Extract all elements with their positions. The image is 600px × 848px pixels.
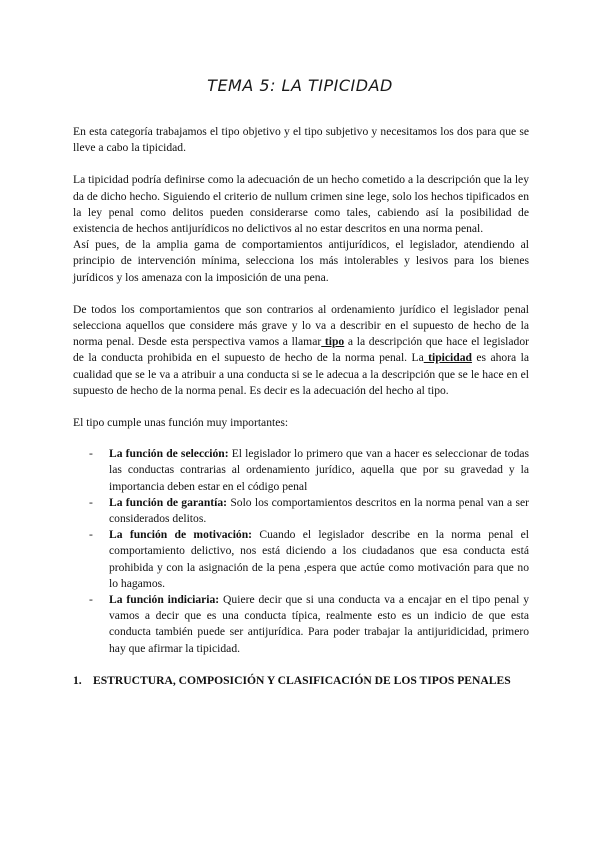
term-tipo: tipo [321,335,345,349]
function-term: La función de garantía: [109,495,228,509]
function-term: La función de motivación: [109,528,253,542]
section-number: 1. [73,673,82,687]
functions-list [73,446,529,657]
page-title: TEMA 5: LA TIPICIDAD [207,76,393,95]
list-dash: - [89,447,93,461]
intro-paragraph: En esta categoría trabajamos el tipo objetivo y el tipo subjetivo y necesitamos los dos para que se lleve a cabo la tipicidad. [73,125,529,155]
list-item [73,495,529,527]
list-dash: - [89,593,93,607]
definition-paragraph: La tipicidad podría definirse como la adecuación de un hecho cometido a la descripción que la ley da de dicho hecho. Siguiendo el criterio de nullum crimen sine lege, solo los hechos tipificados en la ley penal como delitos pueden considerarse como tales, cabiendo así la posibilidad de existencia de hechos antijurídicos no delictivos al no estar descritos en una norma penal. [73,173,529,236]
function-text: Solo los comportamientos descritos en la norma penal van a ser considerados delitos. [109,495,529,526]
tipo-paragraph [73,302,529,399]
list-item [73,527,529,592]
function-term: La función de selección: [109,447,229,461]
function-text: El legislador lo primero que van a hacer es seleccionar de todas las conductas contrarias al ordenamiento jurídico, aquella que por su gravedad y la importancia deben estar en el código penal [109,447,529,493]
tipo-text-1: De todos los comportamientos que son contrarios al ordenamiento jurídico el legislador penal selecciona aquellos que considere más grave y lo va a describir en el supuesto de hecho de la norma penal. Desde esta perspectiva vamos a llamar [73,302,529,349]
function-term: La función indiciaria: [109,593,220,607]
function-text: Cuando el legislador describe en la norma penal el comportamiento delictivo, nos está diciendo a los ciudadanos que esa conducta está prohibida y con la asignación de la pena ,espera que actúe como motivación para que no lo hagamos. [109,528,529,590]
document-body [73,124,529,689]
list-dash: - [89,528,93,542]
function-text: Quiere decir que si una conducta va a encajar en el tipo penal y vamos a decir que es una conducta típica, realmente esto es un indicio de que esta conducta también puede ser antijurídica. Para poder trabajar la antijuridicidad, primero hay que afirmar la tipicidad. [109,593,529,655]
functions-intro: El tipo cumple unas función muy importantes: [73,416,289,430]
list-item [73,446,529,495]
list-dash: - [89,495,93,509]
term-tipicidad: tipicidad [423,351,472,365]
section-title: ESTRUCTURA, COMPOSICIÓN Y CLASIFICACIÓN DE LOS TIPOS PENALES [93,673,511,687]
tipo-text-2: a la descripción que hace el legislador de la conducta prohibida en el supuesto de hecho de la norma penal. La [73,335,529,365]
section-heading [73,673,529,690]
tipo-text-3: es ahora la cualidad que se le va a atribuir a una conducta si se le adecua a la descripción que se le hace en el supuesto de hecho de la norma penal. Es decir es la adecuación del hecho al tipo. [73,351,529,397]
selection-paragraph: Así pues, de la amplia gama de comportamientos antijurídicos, el legislador, atendiendo al principio de intervención mínima, selecciona los más intolerables y lesivos para los bienes jurídicos y los amenaza con la imposición de una pena. [73,238,529,284]
list-item [73,592,529,657]
